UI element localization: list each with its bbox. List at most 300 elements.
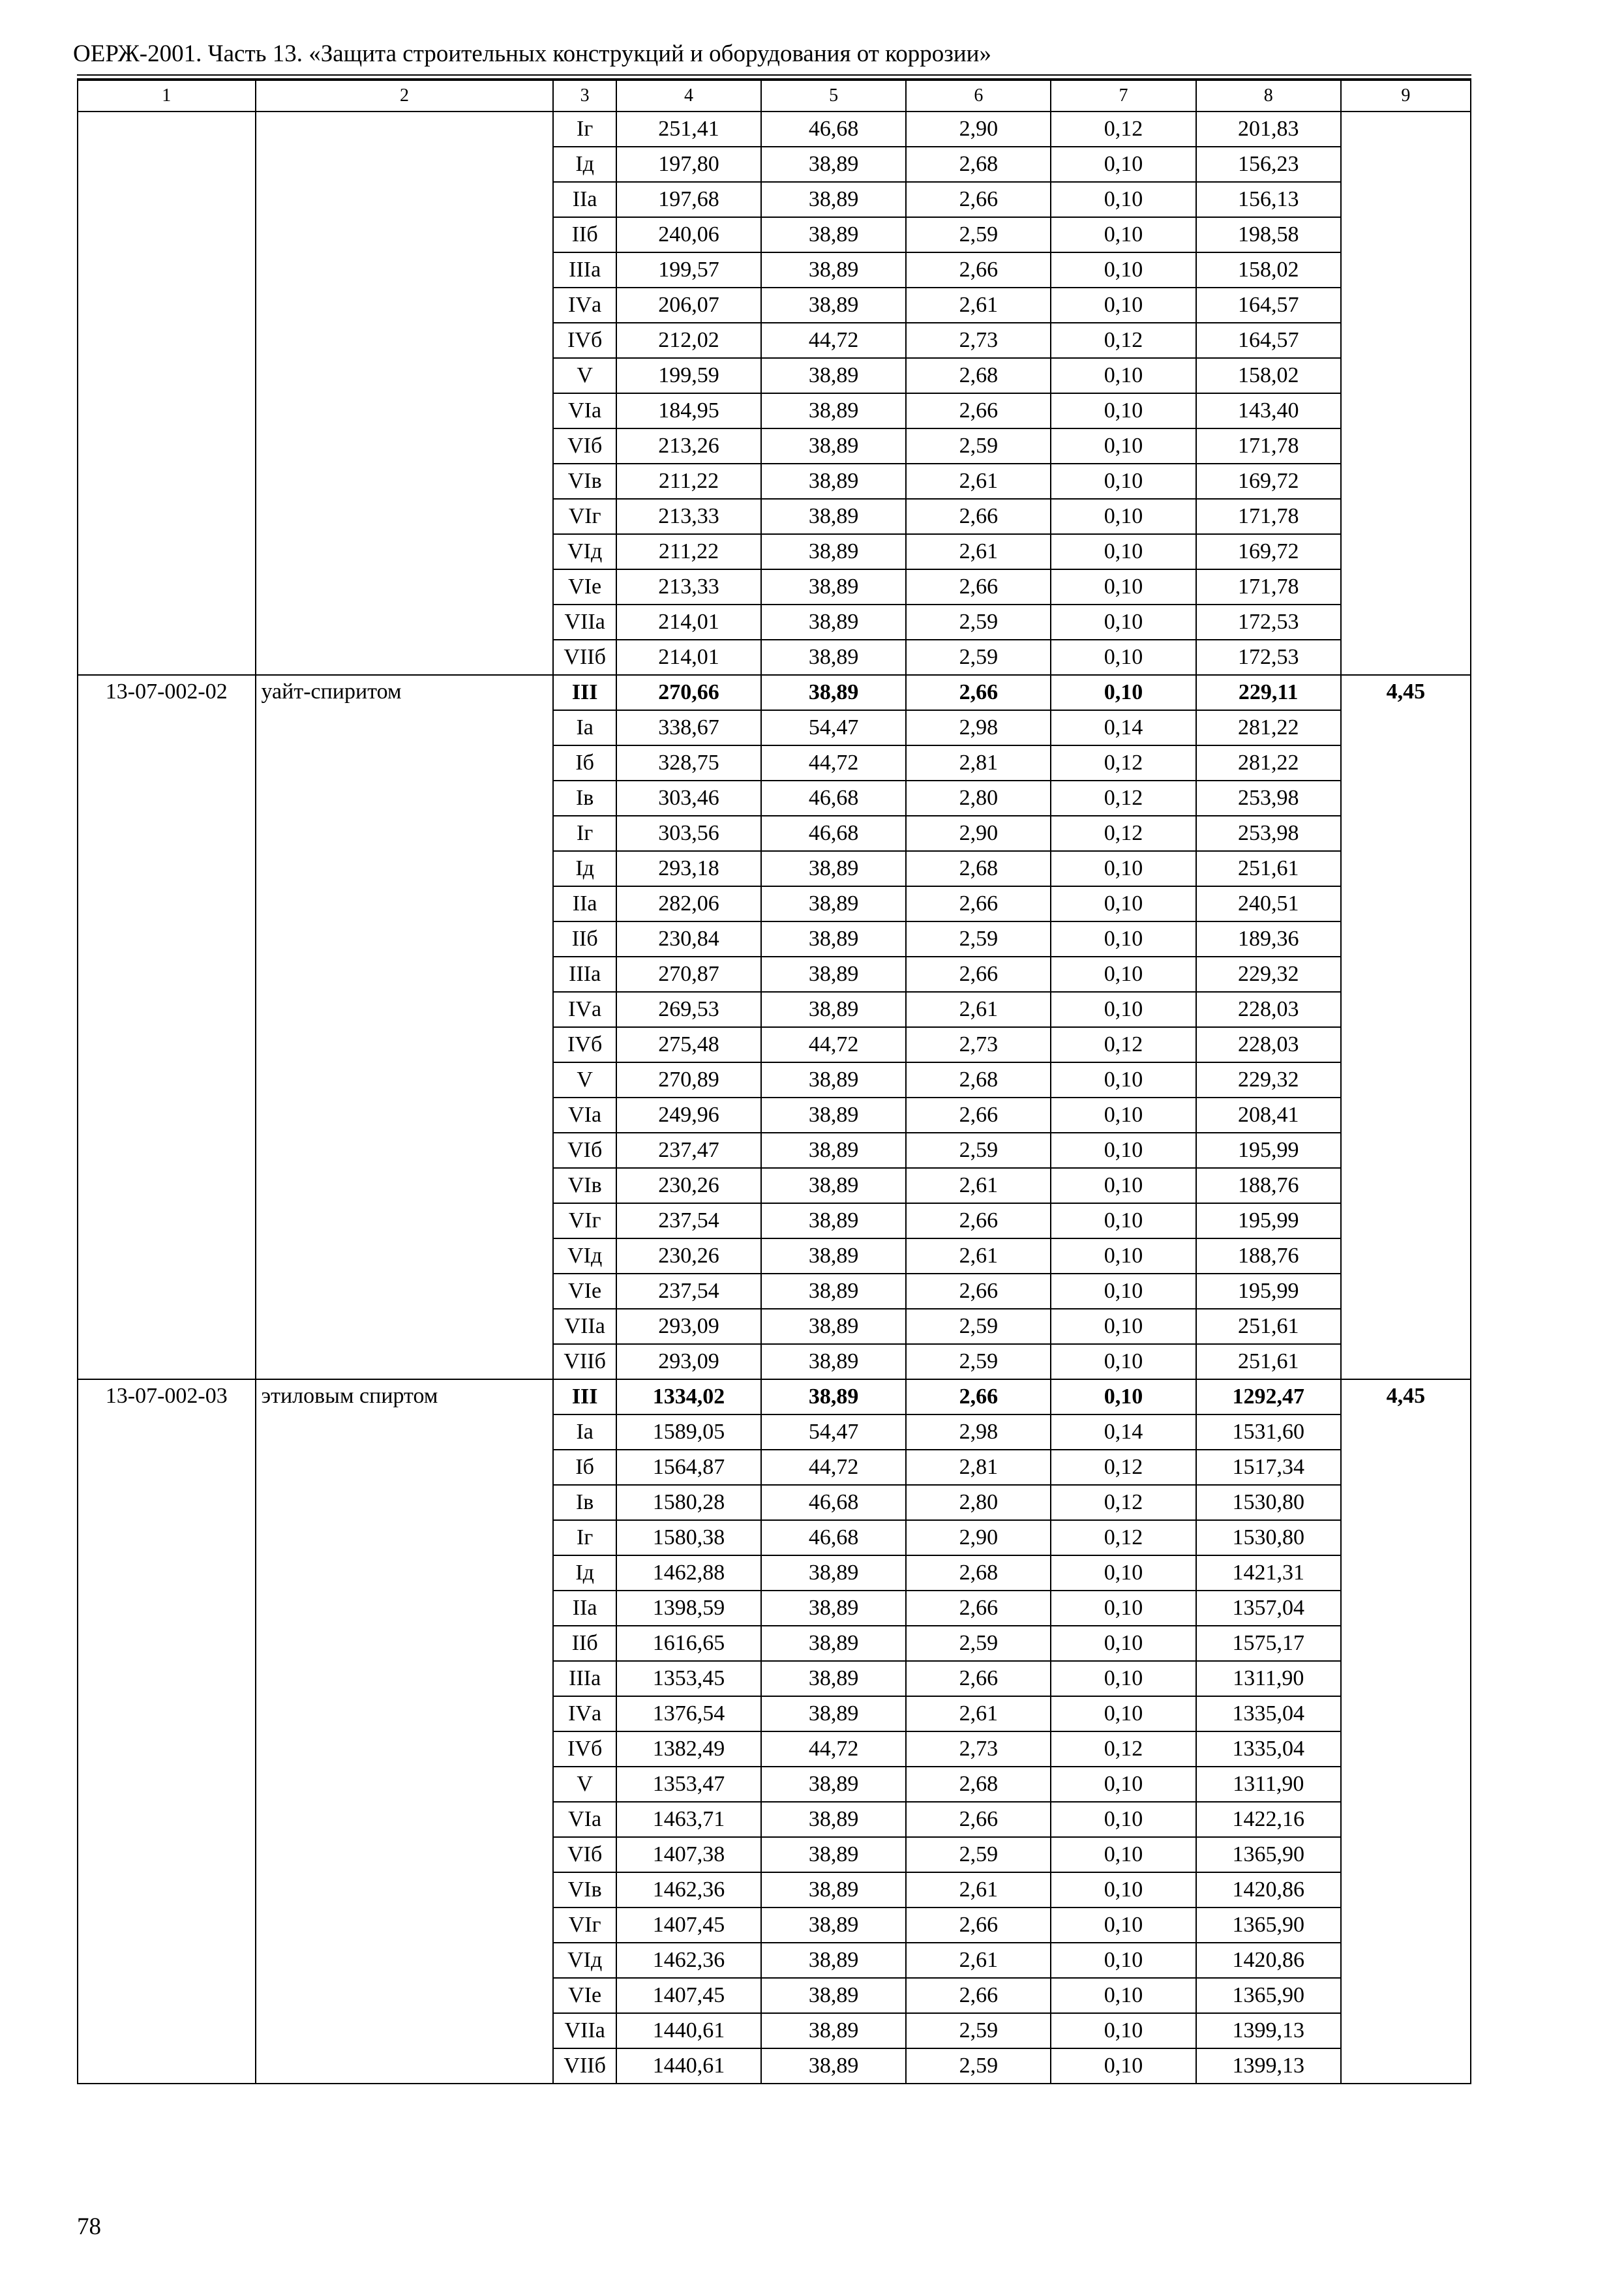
value-cell: 0,10 <box>1051 1802 1195 1837</box>
column-number: 5 <box>761 80 906 112</box>
value-cell: 0,10 <box>1051 499 1195 534</box>
value-cell: 1440,61 <box>616 2013 761 2048</box>
zone-cell: VIе <box>553 569 616 605</box>
rate-name <box>256 112 554 675</box>
zone-cell: VIб <box>553 428 616 464</box>
value-cell: 2,66 <box>906 1802 1051 1837</box>
value-cell: 0,10 <box>1051 640 1195 675</box>
value-cell: 38,89 <box>761 1591 906 1626</box>
value-cell: 293,09 <box>616 1344 761 1379</box>
value-cell: 38,89 <box>761 1626 906 1661</box>
value-cell: 2,98 <box>906 1414 1051 1450</box>
value-cell: 2,68 <box>906 147 1051 182</box>
value-cell: 38,89 <box>761 1908 906 1943</box>
value-cell: 2,59 <box>906 605 1051 640</box>
value-cell: 143,40 <box>1196 393 1341 428</box>
value-cell: 1564,87 <box>616 1450 761 1485</box>
value-cell: 281,22 <box>1196 710 1341 745</box>
value-cell: 38,89 <box>761 2048 906 2084</box>
value-cell: 38,89 <box>761 992 906 1027</box>
zone-cell: IVб <box>553 1731 616 1767</box>
value-cell: 195,99 <box>1196 1274 1341 1309</box>
zone-cell: VIе <box>553 1274 616 1309</box>
value-cell: 2,61 <box>906 288 1051 323</box>
value-cell: 2,80 <box>906 781 1051 816</box>
value-cell: 38,89 <box>761 2013 906 2048</box>
value-cell: 38,89 <box>761 358 906 393</box>
value-cell: 1420,86 <box>1196 1943 1341 1978</box>
zone-cell: III <box>553 1379 616 1414</box>
value-cell: 46,68 <box>761 1485 906 1520</box>
value-cell: 1311,90 <box>1196 1767 1341 1802</box>
value-cell: 1463,71 <box>616 1802 761 1837</box>
value-cell: 1580,38 <box>616 1520 761 1555</box>
col9-value <box>1341 112 1471 675</box>
value-cell: 164,57 <box>1196 323 1341 358</box>
value-cell: 0,12 <box>1051 816 1195 851</box>
value-cell: 0,10 <box>1051 1626 1195 1661</box>
zone-cell: IIа <box>553 182 616 217</box>
value-cell: 1616,65 <box>616 1626 761 1661</box>
value-cell: 214,01 <box>616 640 761 675</box>
value-cell: 38,89 <box>761 1062 906 1098</box>
value-cell: 1292,47 <box>1196 1379 1341 1414</box>
value-cell: 240,51 <box>1196 886 1341 921</box>
value-cell: 293,18 <box>616 851 761 886</box>
value-cell: 164,57 <box>1196 288 1341 323</box>
value-cell: 270,66 <box>616 675 761 710</box>
value-cell: 1531,60 <box>1196 1414 1341 1450</box>
value-cell: 0,10 <box>1051 393 1195 428</box>
value-cell: 1517,34 <box>1196 1450 1341 1485</box>
value-cell: 38,89 <box>761 393 906 428</box>
value-cell: 2,68 <box>906 358 1051 393</box>
value-cell: 0,12 <box>1051 745 1195 781</box>
value-cell: 54,47 <box>761 710 906 745</box>
zone-cell: Iг <box>553 1520 616 1555</box>
zone-cell: Iв <box>553 781 616 816</box>
value-cell: 38,89 <box>761 1379 906 1414</box>
value-cell: 38,89 <box>761 1168 906 1203</box>
value-cell: 38,89 <box>761 288 906 323</box>
zone-cell: VIа <box>553 1802 616 1837</box>
value-cell: 249,96 <box>616 1098 761 1133</box>
zone-cell: IIб <box>553 921 616 957</box>
value-cell: 2,59 <box>906 1626 1051 1661</box>
value-cell: 38,89 <box>761 252 906 288</box>
value-cell: 38,89 <box>761 1555 906 1591</box>
value-cell: 2,81 <box>906 1450 1051 1485</box>
zone-cell: VIIб <box>553 2048 616 2084</box>
zone-cell: IVа <box>553 288 616 323</box>
value-cell: 2,66 <box>906 1274 1051 1309</box>
value-cell: 197,68 <box>616 182 761 217</box>
value-cell: 38,89 <box>761 1098 906 1133</box>
rate-code: 13-07-002-03 <box>78 1379 256 2084</box>
value-cell: 38,89 <box>761 534 906 569</box>
value-cell: 171,78 <box>1196 428 1341 464</box>
value-cell: 2,61 <box>906 1943 1051 1978</box>
value-cell: 2,59 <box>906 1309 1051 1344</box>
value-cell: 38,89 <box>761 886 906 921</box>
value-cell: 2,73 <box>906 1027 1051 1062</box>
value-cell: 1421,31 <box>1196 1555 1341 1591</box>
value-cell: 2,61 <box>906 1696 1051 1731</box>
zone-cell: VIе <box>553 1978 616 2013</box>
zone-cell: VIд <box>553 1238 616 1274</box>
value-cell: 1365,90 <box>1196 1837 1341 1872</box>
col9-value: 4,45 <box>1341 675 1471 1379</box>
value-cell: 1353,45 <box>616 1661 761 1696</box>
value-cell: 46,68 <box>761 1520 906 1555</box>
zone-cell: VIб <box>553 1837 616 1872</box>
value-cell: 2,59 <box>906 921 1051 957</box>
value-cell: 171,78 <box>1196 569 1341 605</box>
value-cell: 2,98 <box>906 710 1051 745</box>
value-cell: 1407,38 <box>616 1837 761 1872</box>
value-cell: 38,89 <box>761 464 906 499</box>
zone-cell: VIв <box>553 464 616 499</box>
value-cell: 1575,17 <box>1196 1626 1341 1661</box>
value-cell: 0,10 <box>1051 1908 1195 1943</box>
value-cell: 46,68 <box>761 816 906 851</box>
value-cell: 303,46 <box>616 781 761 816</box>
value-cell: 0,12 <box>1051 112 1195 147</box>
value-cell: 198,58 <box>1196 217 1341 252</box>
zone-cell: Iд <box>553 851 616 886</box>
value-cell: 38,89 <box>761 428 906 464</box>
value-cell: 293,09 <box>616 1309 761 1344</box>
value-cell: 0,10 <box>1051 464 1195 499</box>
value-cell: 2,66 <box>906 252 1051 288</box>
value-cell: 201,83 <box>1196 112 1341 147</box>
zone-cell: V <box>553 358 616 393</box>
rate-name: этиловым спиртом <box>256 1379 554 2084</box>
value-cell: 156,13 <box>1196 182 1341 217</box>
value-cell: 0,10 <box>1051 921 1195 957</box>
value-cell: 38,89 <box>761 1274 906 1309</box>
value-cell: 2,73 <box>906 1731 1051 1767</box>
value-cell: 2,68 <box>906 1062 1051 1098</box>
value-cell: 1589,05 <box>616 1414 761 1450</box>
value-cell: 230,84 <box>616 921 761 957</box>
value-cell: 328,75 <box>616 745 761 781</box>
value-cell: 2,59 <box>906 217 1051 252</box>
value-cell: 54,47 <box>761 1414 906 1450</box>
value-cell: 0,10 <box>1051 1238 1195 1274</box>
value-cell: 208,41 <box>1196 1098 1341 1133</box>
zone-cell: VIIа <box>553 605 616 640</box>
value-cell: 2,66 <box>906 1978 1051 2013</box>
zone-cell: VIв <box>553 1872 616 1908</box>
value-cell: 0,10 <box>1051 1133 1195 1168</box>
value-cell: 0,10 <box>1051 886 1195 921</box>
value-cell: 0,10 <box>1051 1943 1195 1978</box>
zone-cell: VIб <box>553 1133 616 1168</box>
value-cell: 1376,54 <box>616 1696 761 1731</box>
zone-cell: VIг <box>553 499 616 534</box>
value-cell: 2,59 <box>906 640 1051 675</box>
zone-cell: IIа <box>553 886 616 921</box>
value-cell: 38,89 <box>761 1344 906 1379</box>
value-cell: 0,10 <box>1051 569 1195 605</box>
zone-cell: V <box>553 1767 616 1802</box>
value-cell: 44,72 <box>761 1450 906 1485</box>
rate-code: 13-07-002-02 <box>78 675 256 1379</box>
column-number: 9 <box>1341 80 1471 112</box>
value-cell: 2,66 <box>906 182 1051 217</box>
value-cell: 38,89 <box>761 1802 906 1837</box>
value-cell: 0,10 <box>1051 1168 1195 1203</box>
zone-cell: VIг <box>553 1203 616 1238</box>
value-cell: 46,68 <box>761 781 906 816</box>
value-cell: 0,10 <box>1051 1767 1195 1802</box>
value-cell: 2,66 <box>906 957 1051 992</box>
value-cell: 1462,36 <box>616 1943 761 1978</box>
value-cell: 303,56 <box>616 816 761 851</box>
value-cell: 38,89 <box>761 675 906 710</box>
value-cell: 172,53 <box>1196 640 1341 675</box>
value-cell: 1407,45 <box>616 1908 761 1943</box>
value-cell: 38,89 <box>761 851 906 886</box>
value-cell: 1335,04 <box>1196 1731 1341 1767</box>
value-cell: 189,36 <box>1196 921 1341 957</box>
value-cell: 2,66 <box>906 1098 1051 1133</box>
value-cell: 251,61 <box>1196 851 1341 886</box>
value-cell: 0,10 <box>1051 1309 1195 1344</box>
rate-code <box>78 112 256 675</box>
value-cell: 2,66 <box>906 1591 1051 1626</box>
value-cell: 38,89 <box>761 1238 906 1274</box>
value-cell: 213,33 <box>616 569 761 605</box>
value-cell: 2,81 <box>906 745 1051 781</box>
value-cell: 2,59 <box>906 2013 1051 2048</box>
value-cell: 38,89 <box>761 1696 906 1731</box>
value-cell: 0,10 <box>1051 2048 1195 2084</box>
value-cell: 44,72 <box>761 1731 906 1767</box>
value-cell: 0,10 <box>1051 1379 1195 1414</box>
value-cell: 2,66 <box>906 1661 1051 1696</box>
value-cell: 0,10 <box>1051 534 1195 569</box>
value-cell: 0,12 <box>1051 323 1195 358</box>
zone-cell: Iг <box>553 816 616 851</box>
value-cell: 2,61 <box>906 1168 1051 1203</box>
value-cell: 171,78 <box>1196 499 1341 534</box>
zone-cell: IIб <box>553 1626 616 1661</box>
value-cell: 0,10 <box>1051 1696 1195 1731</box>
value-cell: 270,87 <box>616 957 761 992</box>
value-cell: 2,66 <box>906 886 1051 921</box>
value-cell: 0,12 <box>1051 1485 1195 1520</box>
column-number: 7 <box>1051 80 1195 112</box>
value-cell: 44,72 <box>761 323 906 358</box>
value-cell: 2,66 <box>906 393 1051 428</box>
value-cell: 2,90 <box>906 816 1051 851</box>
value-cell: 0,10 <box>1051 1203 1195 1238</box>
value-cell: 2,61 <box>906 1872 1051 1908</box>
value-cell: 38,89 <box>761 1837 906 1872</box>
value-cell: 253,98 <box>1196 781 1341 816</box>
value-cell: 1353,47 <box>616 1767 761 1802</box>
value-cell: 0,10 <box>1051 358 1195 393</box>
value-cell: 0,10 <box>1051 1661 1195 1696</box>
value-cell: 1357,04 <box>1196 1591 1341 1626</box>
column-number: 4 <box>616 80 761 112</box>
value-cell: 0,10 <box>1051 1274 1195 1309</box>
value-cell: 213,26 <box>616 428 761 464</box>
value-cell: 2,61 <box>906 534 1051 569</box>
zone-cell: VIд <box>553 1943 616 1978</box>
value-cell: 0,14 <box>1051 1414 1195 1450</box>
value-cell: 46,68 <box>761 112 906 147</box>
value-cell: 195,99 <box>1196 1203 1341 1238</box>
value-cell: 0,12 <box>1051 1027 1195 1062</box>
value-cell: 38,89 <box>761 1661 906 1696</box>
zone-cell: VIIа <box>553 1309 616 1344</box>
value-cell: 0,10 <box>1051 2013 1195 2048</box>
value-cell: 228,03 <box>1196 992 1341 1027</box>
value-cell: 0,10 <box>1051 1062 1195 1098</box>
zone-cell: Iд <box>553 147 616 182</box>
value-cell: 0,10 <box>1051 1978 1195 2013</box>
value-cell: 188,76 <box>1196 1238 1341 1274</box>
zone-cell: IIб <box>553 217 616 252</box>
value-cell: 1422,16 <box>1196 1802 1341 1837</box>
value-cell: 213,33 <box>616 499 761 534</box>
value-cell: 38,89 <box>761 957 906 992</box>
value-cell: 251,41 <box>616 112 761 147</box>
value-cell: 199,57 <box>616 252 761 288</box>
value-cell: 2,59 <box>906 1133 1051 1168</box>
value-cell: 38,89 <box>761 182 906 217</box>
value-cell: 251,61 <box>1196 1309 1341 1344</box>
value-cell: 2,61 <box>906 464 1051 499</box>
value-cell: 269,53 <box>616 992 761 1027</box>
table-row <box>78 1379 1471 1414</box>
value-cell: 2,68 <box>906 1555 1051 1591</box>
value-cell: 211,22 <box>616 464 761 499</box>
value-cell: 38,89 <box>761 499 906 534</box>
zone-cell: VIв <box>553 1168 616 1203</box>
value-cell: 281,22 <box>1196 745 1341 781</box>
value-cell: 1398,59 <box>616 1591 761 1626</box>
value-cell: 38,89 <box>761 569 906 605</box>
value-cell: 38,89 <box>761 1133 906 1168</box>
value-cell: 0,10 <box>1051 992 1195 1027</box>
value-cell: 237,54 <box>616 1203 761 1238</box>
value-cell: 212,02 <box>616 323 761 358</box>
value-cell: 38,89 <box>761 1203 906 1238</box>
value-cell: 199,59 <box>616 358 761 393</box>
zone-cell: IIIа <box>553 957 616 992</box>
zone-cell: IVб <box>553 1027 616 1062</box>
value-cell: 0,10 <box>1051 675 1195 710</box>
zone-cell: IIа <box>553 1591 616 1626</box>
value-cell: 38,89 <box>761 1978 906 2013</box>
zone-cell: Iб <box>553 1450 616 1485</box>
value-cell: 2,66 <box>906 1379 1051 1414</box>
value-cell: 2,66 <box>906 1203 1051 1238</box>
value-cell: 158,02 <box>1196 358 1341 393</box>
value-cell: 211,22 <box>616 534 761 569</box>
zone-cell: III <box>553 675 616 710</box>
value-cell: 229,32 <box>1196 1062 1341 1098</box>
zone-cell: VIд <box>553 534 616 569</box>
value-cell: 0,10 <box>1051 1591 1195 1626</box>
value-cell: 38,89 <box>761 1767 906 1802</box>
value-cell: 230,26 <box>616 1238 761 1274</box>
value-cell: 0,10 <box>1051 288 1195 323</box>
value-cell: 38,89 <box>761 1309 906 1344</box>
zone-cell: Iа <box>553 710 616 745</box>
value-cell: 0,12 <box>1051 781 1195 816</box>
value-cell: 38,89 <box>761 605 906 640</box>
value-cell: 0,10 <box>1051 428 1195 464</box>
value-cell: 282,06 <box>616 886 761 921</box>
value-cell: 0,10 <box>1051 1344 1195 1379</box>
value-cell: 1399,13 <box>1196 2048 1341 2084</box>
value-cell: 1365,90 <box>1196 1908 1341 1943</box>
zone-cell: IVа <box>553 1696 616 1731</box>
value-cell: 2,80 <box>906 1485 1051 1520</box>
value-cell: 2,66 <box>906 499 1051 534</box>
value-cell: 2,59 <box>906 1344 1051 1379</box>
value-cell: 184,95 <box>616 393 761 428</box>
value-cell: 0,12 <box>1051 1450 1195 1485</box>
value-cell: 214,01 <box>616 605 761 640</box>
value-cell: 2,68 <box>906 1767 1051 1802</box>
value-cell: 0,10 <box>1051 1872 1195 1908</box>
column-number: 6 <box>906 80 1051 112</box>
value-cell: 1311,90 <box>1196 1661 1341 1696</box>
zone-cell: Iд <box>553 1555 616 1591</box>
value-cell: 38,89 <box>761 921 906 957</box>
rate-name: уайт-спиритом <box>256 675 554 1379</box>
page-number: 78 <box>77 2213 101 2240</box>
zone-cell: Iб <box>553 745 616 781</box>
value-cell: 188,76 <box>1196 1168 1341 1203</box>
column-number: 8 <box>1196 80 1341 112</box>
value-cell: 1382,49 <box>616 1731 761 1767</box>
value-cell: 0,12 <box>1051 1731 1195 1767</box>
value-cell: 0,10 <box>1051 147 1195 182</box>
value-cell: 2,66 <box>906 569 1051 605</box>
column-number-row <box>78 80 1471 112</box>
value-cell: 0,10 <box>1051 1555 1195 1591</box>
value-cell: 38,89 <box>761 640 906 675</box>
value-cell: 1399,13 <box>1196 2013 1341 2048</box>
value-cell: 253,98 <box>1196 816 1341 851</box>
table-row <box>78 675 1471 710</box>
zone-cell: VIа <box>553 1098 616 1133</box>
zone-cell: VIIб <box>553 640 616 675</box>
value-cell: 0,10 <box>1051 957 1195 992</box>
zone-cell: IIIа <box>553 1661 616 1696</box>
value-cell: 2,61 <box>906 1238 1051 1274</box>
col9-value: 4,45 <box>1341 1379 1471 2084</box>
value-cell: 0,10 <box>1051 605 1195 640</box>
value-cell: 1365,90 <box>1196 1978 1341 2013</box>
header-rule-top <box>77 74 1471 76</box>
value-cell: 240,06 <box>616 217 761 252</box>
value-cell: 237,47 <box>616 1133 761 1168</box>
value-cell: 275,48 <box>616 1027 761 1062</box>
value-cell: 0,10 <box>1051 252 1195 288</box>
value-cell: 338,67 <box>616 710 761 745</box>
zone-cell: Iв <box>553 1485 616 1520</box>
value-cell: 1335,04 <box>1196 1696 1341 1731</box>
value-cell: 2,90 <box>906 1520 1051 1555</box>
